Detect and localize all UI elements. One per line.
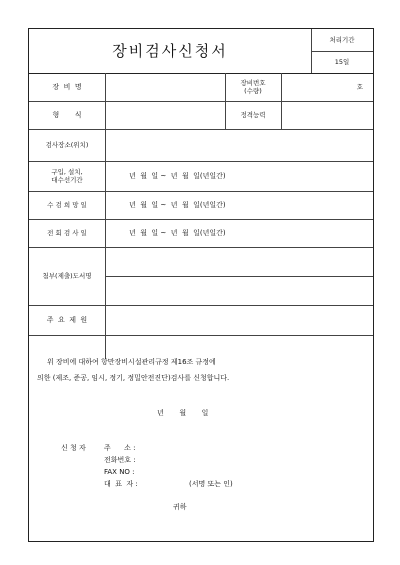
inspection-application-form [28,28,374,542]
capacity-value[interactable] [281,101,373,129]
attachments-value-2[interactable] [105,276,373,305]
applicant-label: 신 청 자 [61,444,86,452]
notice-line-1: 위 장비에 대하여 항만장비시설관리규정 제16조 규정에 [47,358,216,366]
fax-label: FAX NO : [104,468,135,476]
unit-label: 호 [356,83,363,91]
signature-hint: (서명 또는 인) [189,480,233,488]
notice-line-2: 의한 (제조, 준공, 임시, 정기, 정밀안전진단)검사를 신청합니다. [37,374,230,382]
equipment-name-label: 장 비 명 [52,83,82,91]
prev-inspection-value[interactable]: 년 월 일 ~ 년 월 일(년일간) [129,229,226,237]
prev-inspection-label: 전 회 검 사 일 [47,229,87,237]
attachments-value-1[interactable] [105,247,373,276]
phone-label: 전화번호 : [104,456,136,464]
processing-period-value: 15일 [334,58,350,66]
model-value[interactable] [105,101,225,129]
application-date: 년 월 일 [157,409,209,417]
wish-date-label: 수 검 희 망 일 [47,201,87,209]
equipment-number-label: 장비번호 (수량) [240,79,266,95]
wish-date-value[interactable]: 년 월 일 ~ 년 월 일(년일간) [129,201,226,209]
purchase-period-label: 구입, 설치, 대수선기간 [51,168,83,184]
processing-period-label: 처리기간 [329,36,355,44]
model-label: 형 식 [52,111,82,119]
attachments-label: 첨부(제출)도서명 [42,272,92,280]
form-title: 장비검사신청서 [112,42,228,60]
equipment-name-value[interactable] [105,73,225,101]
location-value[interactable] [105,129,373,161]
addressee: 귀하 [173,503,187,511]
location-label: 검사장소(위치) [45,141,89,149]
purchase-period-value[interactable]: 년 월 일 ~ 년 월 일(년일간) [129,172,226,180]
address-label: 주 소 : [104,444,136,452]
capacity-label: 정격능력 [240,111,266,119]
specs-label: 주 요 제 원 [46,316,88,324]
representative-label: 대 표 자 : [104,480,138,488]
specs-value[interactable] [105,305,373,335]
